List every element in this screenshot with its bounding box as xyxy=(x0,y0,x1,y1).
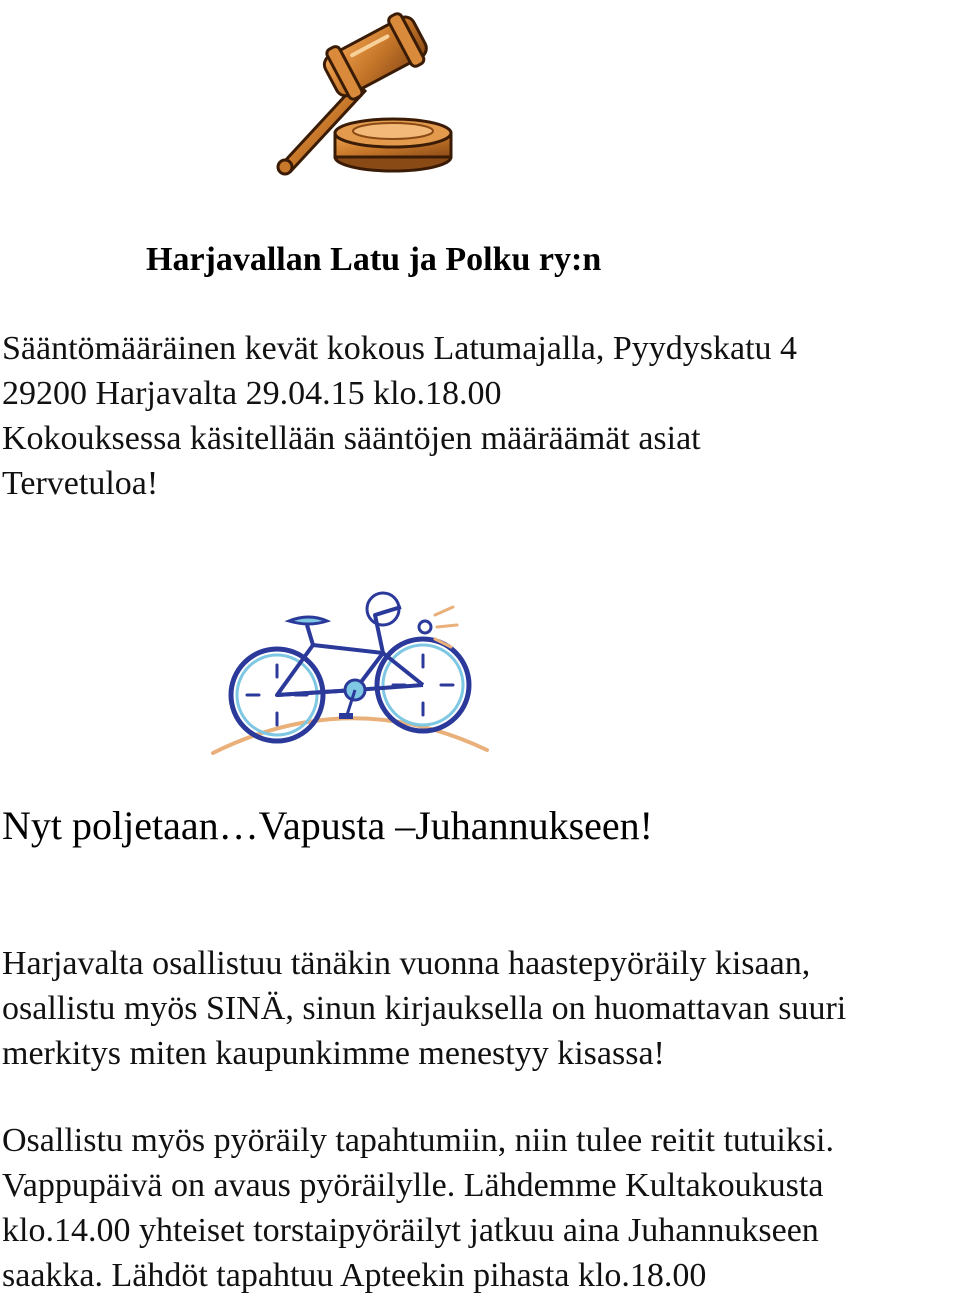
meeting-line: Tervetuloa! xyxy=(2,465,159,502)
meeting-line: Kokouksessa käsitellään sääntöjen määräämät asiat xyxy=(2,420,701,457)
paragraph-line: Osallistu myös pyöräily tapahtumiin, niin tulee reitit tutuiksi. xyxy=(2,1122,834,1159)
page-title: Harjavallan Latu ja Polku ry:n xyxy=(146,241,602,278)
paragraph-line: merkitys miten kaupunkimme menestyy kisassa! xyxy=(2,1035,665,1072)
challenge-paragraph xyxy=(2,941,846,1076)
paragraph-line: Vappupäivä on avaus pyöräilylle. Lähdemme Kultakoukusta xyxy=(2,1167,824,1204)
slogan: Nyt poljetaan…Vapusta –Juhannukseen! xyxy=(2,803,653,848)
events-paragraph xyxy=(2,1118,834,1298)
paragraph-line: saakka. Lähdöt tapahtuu Apteekin pihasta klo.18.00 xyxy=(2,1257,707,1294)
meeting-info xyxy=(2,326,797,506)
paragraph-line: Harjavalta osallistuu tänäkin vuonna haastepyöräily kisaan, xyxy=(2,945,811,982)
paragraph-line: klo.14.00 yhteiset torstaipyöräilyt jatkuu aina Juhannukseen xyxy=(2,1212,819,1249)
paragraph-line: osallistu myös SINÄ, sinun kirjauksella on huomattavan suuri xyxy=(2,990,847,1027)
meeting-line: Sääntömääräinen kevät kokous Latumajalla, Pyydyskatu 4 xyxy=(2,330,798,367)
bicycle-icon xyxy=(205,585,495,760)
gavel-icon xyxy=(265,5,465,185)
meeting-line: 29200 Harjavalta 29.04.15 klo.18.00 xyxy=(2,375,502,412)
